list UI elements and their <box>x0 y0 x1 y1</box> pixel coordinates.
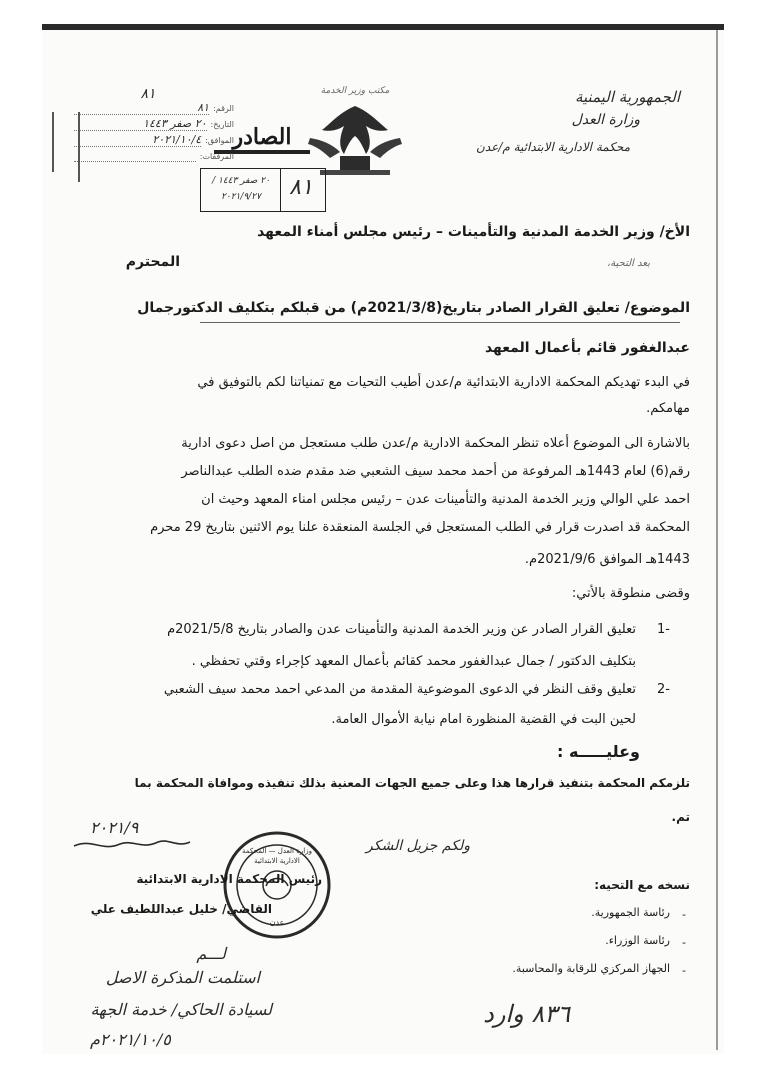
handwritten-received-1: استلمت المذكرة الاصل <box>105 968 260 987</box>
field-date <box>74 116 234 132</box>
top-page-number: ٨١ <box>140 86 156 102</box>
closing-line-2: تم. <box>671 810 690 824</box>
item-2-line-1: تعليق وقف النظر في الدعوى الموضوعية المقدمة من المدعي احمد محمد سيف الشعبي <box>163 682 636 697</box>
greeting: بعد التحية، <box>607 258 650 269</box>
field-number <box>74 100 234 116</box>
document-page <box>42 24 724 1054</box>
item-2-line-2: لحين البت في القضية المنظورة امام نيابة الأموال العامة. <box>331 712 636 727</box>
field-attachments-value <box>74 151 196 162</box>
copies-bullet-2: - <box>682 936 686 949</box>
margin-tick-right <box>78 112 80 182</box>
field-date-value: ٢٠ صفر ١٤٤٣ <box>74 117 207 131</box>
issue-number-box <box>200 168 326 212</box>
stamp-outer-text: وزارة العدل — المحكمة الادارية الابتدائية <box>242 847 312 865</box>
yemen-emblem-icon <box>300 100 410 178</box>
copies-heading: نسخه مع التحيه: <box>594 878 690 892</box>
field-number-value: ٨١ <box>74 101 209 115</box>
subject-line-1: الموضوع/ تعليق القرار الصادر بتاريخ(2021/3/8م) من قبلكم بتكليف الدكتورجمال <box>137 300 690 316</box>
item-1-line-1: تعليق القرار الصادر عن وزير الخدمة المدنية والتأمينات عدن والصادر بتاريخ 2021/5/8م <box>167 622 636 637</box>
para-line-4: المحكمة قد اصدرت قرار في الطلب المستعجل في الجلسة المنعقدة علنا يوم الاثنين بتاريخ 29 محرم <box>150 520 690 535</box>
left-fields <box>74 100 234 164</box>
letterhead-country: الجمهورية اليمنية <box>574 88 680 106</box>
signature-date-hand: ٢٠٢١/٩ <box>90 818 139 837</box>
issued-label: الصادر <box>214 124 310 154</box>
letterhead-ministry: وزارة العدل <box>571 112 640 128</box>
field-corresponding-value: ٢٠٢١/١٠/٤ <box>74 133 201 147</box>
issue-number: ٨١ <box>289 175 313 200</box>
handwritten-received-2: لسيادة الحاكي/ خدمة الجهة <box>90 1000 272 1019</box>
copies-item-3: الجهاز المركزي للرقابة والمحاسبة. <box>512 962 670 975</box>
page-top-edge <box>42 24 724 30</box>
issue-date-box: ٢٠ صفر ١٤٤٣ / ٢٠٢١/٩/٢٧ <box>212 176 270 202</box>
field-corresponding <box>74 132 234 148</box>
handwritten-incoming-number: ٨٣٦ وارد <box>483 1000 570 1028</box>
field-date-label: التاريخ: <box>210 119 234 129</box>
emblem-top-text: مكتب وزير الخدمة <box>320 86 390 96</box>
signature-scribble-icon <box>72 836 192 854</box>
letterhead-court: محكمة الادارية الابتدائية م/عدن <box>476 140 630 154</box>
subject-line-2: عبدالغفور قائم بأعمال المعهد <box>484 340 690 356</box>
handwritten-mark: لـــم <box>196 944 226 963</box>
ruling-intro: وقضى منطوقة بالأتي: <box>571 586 690 601</box>
stamp-inner-text: عدن <box>269 918 285 927</box>
signer-name: القاضي/ خليل عبداللطيف علي <box>90 902 272 916</box>
copies-bullet-3: - <box>682 964 686 977</box>
para-line-5: 1443هـ الموافق 2021/9/6م. <box>524 552 690 567</box>
closing-handwritten: ولكم جزيل الشكر <box>366 838 470 854</box>
item-2-number: -2 <box>657 682 670 697</box>
signer-title: رئيس المحكمة الادارية الابتدائية <box>136 872 322 886</box>
intro-line-2: مهامكم. <box>646 401 690 416</box>
copies-item-1: رئاسة الجمهورية. <box>591 906 670 919</box>
closing-line-1: تلزمكم المحكمة بتنفيذ قرارها هذا وعلى جميع الجهات المعنية بذلك تنفيذه وموافاة المحكمة بما <box>134 776 690 790</box>
copies-item-2: رئاسة الوزراء. <box>605 934 670 947</box>
field-attachments <box>74 148 234 164</box>
therefore-heading: وعليـــــه : <box>557 742 640 761</box>
item-1-number: -1 <box>657 622 670 637</box>
copies-bullet-1: - <box>682 908 686 921</box>
para-line-3: احمد علي الوالي وزير الخدمة المدنية والتأمينات عدن – رئيس مجلس امناء المعهد وحيث ان <box>201 492 690 507</box>
subject-underline <box>200 322 680 323</box>
item-1-line-2: بتكليف الدكتور / جمال عبدالغفور محمد كقائم بأعمال المعهد كإجراء وقتي تحفظي . <box>191 654 636 669</box>
box-divider <box>280 169 282 211</box>
field-attachments-label: المرفقات: <box>199 151 234 161</box>
margin-tick-left <box>52 112 54 172</box>
addressee-line: الأخ/ وزير الخدمة المدنية والتأمينات – رئيس مجلس أمناء المعهد <box>257 224 690 240</box>
field-number-label: الرقم: <box>213 103 234 113</box>
para-line-1: بالاشارة الى الموضوع أعلاه تنظر المحكمة الادارية م/عدن طلب مستعجل من اصل دعوى ادارية <box>181 436 690 451</box>
intro-line-1: في البدء تهديكم المحكمة الادارية الابتدائية م/عدن أطيب التحيات مع تمنياتنا لكم بالتوفيق في <box>197 375 690 390</box>
field-corresponding-label: الموافق: <box>205 135 234 145</box>
handwritten-received-date: ٢٠٢١/١٠/٥م <box>90 1030 171 1049</box>
addressee-honorific: المحترم <box>125 254 180 270</box>
page-right-edge <box>716 30 718 1050</box>
para-line-2: رقم(6) لعام 1443هـ المرفوعة من أحمد محمد سيف الشعبي ضد مقدم ضده الطلب عبدالناصر <box>181 464 690 479</box>
